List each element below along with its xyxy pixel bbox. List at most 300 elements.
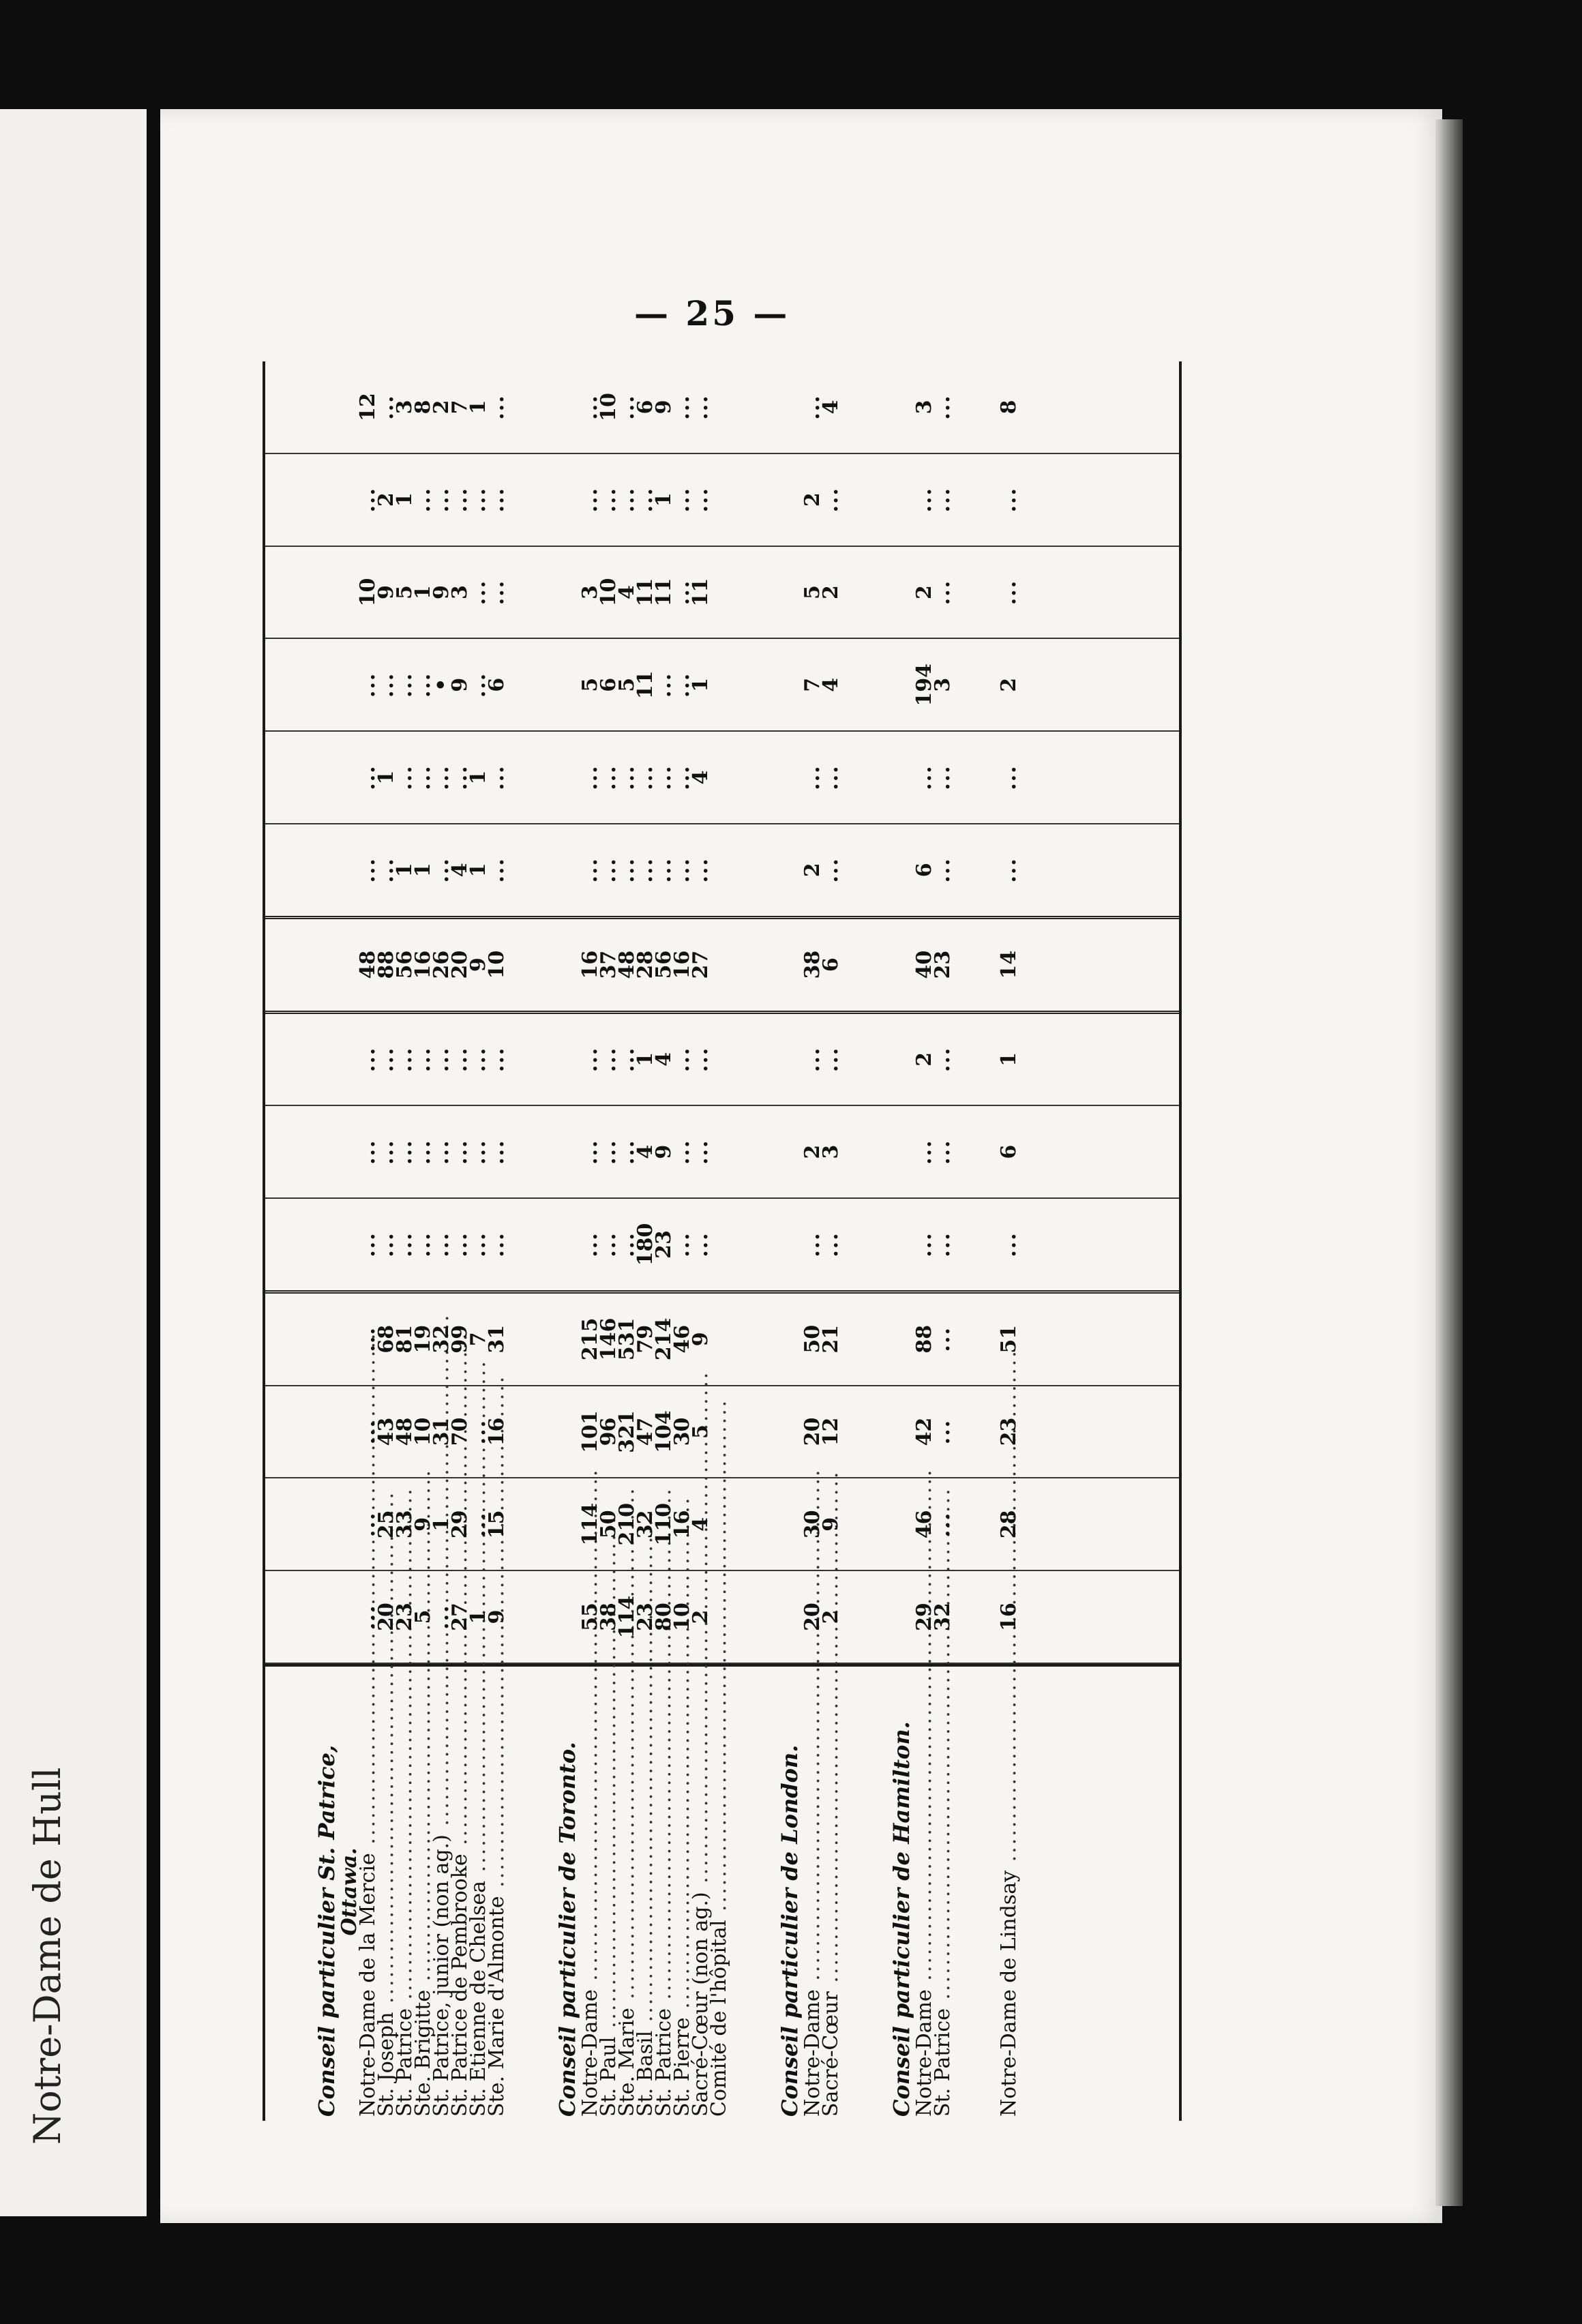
row-label: St. Paul ..... [599,1667,618,2117]
section-heading: Conseil particulier de London. [777,1744,803,2117]
row-spacer [554,1199,581,1290]
table-cell: 16 [578,950,602,979]
row-spacer [506,1199,554,1290]
row-spacer [313,361,340,453]
table-cell: ... [997,764,1021,790]
table-cell: ... [912,487,936,513]
row-spacer [728,1386,776,1478]
row-spacer [840,454,888,546]
table-cell: 40 [912,950,936,979]
row-spacer [265,547,313,638]
row-spacer [952,547,1000,638]
row-spacer [888,547,915,638]
table-cell [710,454,728,546]
table-cell: ... [597,1232,621,1257]
table-cell: ... [578,764,602,790]
table-cell: ... [411,672,435,698]
table-cell: 16 [411,950,435,979]
row-spacer [952,1571,1000,1663]
table-cell: ... [393,1232,417,1257]
section-subheading: Ottawa. [338,1847,361,1936]
table-cell: ... [912,764,936,790]
table-cell: 10 [670,1603,694,1631]
table-cell: ... [615,394,639,420]
table-cell: ... [801,394,824,420]
table-cell: 1 [466,1609,490,1624]
table-cell: 146 [597,1317,621,1361]
row-spacer [554,1106,581,1197]
table-cell: ... [931,1326,955,1352]
table-cell: 5 [578,677,602,692]
table-cell: 55 [578,1603,602,1631]
row-spacer [952,639,1000,730]
table-cell: 1 [997,1052,1021,1067]
table-cell: ... [485,487,509,513]
table-cell: 1 [466,770,490,785]
table-cell: 9 [819,1517,843,1532]
row-spacer [776,454,803,546]
table-cell: ... [689,1232,713,1257]
table-cell: 114 [578,1503,602,1546]
table-cell: ... [393,764,417,790]
table-cell: ... [356,1604,380,1630]
table-cell [710,1478,728,1570]
table-cell: 12 [819,1417,843,1446]
table-cell: 79 [633,1324,657,1354]
table-cell [710,1199,728,1290]
table-cell: 2 [819,585,843,599]
data-column-9 [265,824,1179,919]
table-cell: ... [997,857,1021,883]
table-cell: ... [485,764,509,790]
table-cell: 9 [374,585,398,599]
row-spacer [776,1386,803,1478]
table-cell: 2 [430,400,453,415]
table-cell: ... [615,487,639,513]
row-spacer [840,639,888,730]
table-cell: 21 [819,1324,843,1354]
table-cell: ... [448,1046,472,1073]
table-cell: ... [430,1139,453,1165]
table-cell: 46 [670,1324,694,1354]
row-spacer [776,732,803,823]
row-spacer [313,1294,340,1385]
section-heading: Conseil particulier de Hamilton. [889,1721,914,2117]
table-cell: ... [393,672,417,698]
table-cell: ... [411,1046,435,1073]
table-cell: ... [652,764,676,790]
row-spacer [554,919,581,1011]
row-label: Sacré-Cœur (non ag.) ..... [691,1667,710,2117]
facing-page-edge-text: Notre-Dame de Hull [26,1767,69,2145]
row-spacer [776,919,803,1011]
table-cell: 16 [670,1510,694,1539]
row-spacer [554,639,581,730]
table-cell: ... [430,764,453,790]
row-spacer [952,1014,1000,1105]
table-cell: 31 [430,1417,453,1446]
table-cell: ... [597,1046,621,1073]
table-cell: ... [801,1046,824,1073]
row-spacer [840,1478,888,1570]
table-cell: 56 [652,950,676,979]
table-cell: 3 [578,585,602,599]
row-spacer [728,361,776,453]
table-cell: ... [633,487,657,513]
table-cell: 7 [466,1332,490,1347]
row-spacer [554,1386,581,1478]
table-cell [710,824,728,916]
table-cell: 4 [615,585,639,599]
table-cell: 27 [448,1603,472,1631]
table-cell: ... [466,1232,490,1257]
row-spacer [265,1106,313,1197]
table-cell: 1 [466,863,490,878]
table-cell: 28 [633,950,657,979]
table-cell: 7 [801,677,824,692]
table-cell: 114 [615,1595,639,1639]
row-spacer [888,732,915,823]
table-cell: • [430,678,453,691]
row-spacer [554,361,581,453]
table-cell: 20 [801,1417,824,1446]
table-cell: ... [997,487,1021,513]
table-cell: ... [689,1046,713,1073]
table-cell: ... [931,394,955,420]
table-cell: 210 [615,1503,639,1546]
table-cell: 1 [466,400,490,415]
row-spacer [776,1199,803,1290]
row-spacer [888,1478,915,1570]
row-spacer [554,1571,581,1663]
table-cell: 26 [430,950,453,979]
row-spacer [506,361,554,453]
table-cell: 19 [411,1324,435,1354]
row-spacer [728,824,776,916]
row-spacer [506,1667,554,2117]
row-spacer [840,1106,888,1197]
table-cell: 30 [670,1417,694,1446]
row-spacer [776,361,803,453]
table-cell: 10 [411,1417,435,1446]
row-spacer [888,919,915,1011]
row-spacer [265,919,313,1011]
row-spacer [313,639,340,730]
row-label: St. Patrice ..... [395,1667,414,2117]
row-spacer [840,361,888,453]
row-spacer [952,361,1000,453]
row-spacer [313,732,340,823]
table-cell: ... [819,1232,843,1257]
row-spacer [265,824,313,916]
row-spacer [728,639,776,730]
table-cell [710,919,728,1011]
table-cell: 2 [374,492,398,507]
row-spacer [952,1294,1000,1385]
table-cell: 81 [393,1324,417,1354]
table-cell: ... [997,1232,1021,1257]
row-label: St. Patrice de Pembrooke ..... [451,1667,469,2117]
table-cell: ... [997,579,1021,606]
table-cell: 5 [801,585,824,599]
table-cell: 47 [633,1417,657,1446]
table-cell: 3 [912,400,936,415]
table-cell: 110 [652,1503,676,1546]
table-cell: ... [393,1139,417,1165]
table-cell: 46 [912,1510,936,1539]
table-cell: 50 [801,1324,824,1354]
row-spacer [265,1199,313,1290]
row-spacer [506,1106,554,1197]
table-cell: 14 [997,950,1021,979]
table-cell: 38 [597,1603,621,1631]
data-column-11 [265,639,1179,732]
table-cell: ... [931,1139,955,1165]
row-spacer [840,824,888,916]
row-spacer [776,547,803,638]
row-spacer [728,1667,776,2117]
row-spacer [265,454,313,546]
row-labels-column [265,1664,1179,2121]
row-label: Ste. Marie ..... [618,1667,636,2117]
row-spacer [313,1199,340,1290]
row-spacer [728,1571,776,1663]
table-cell: 1 [393,863,417,878]
table-cell: 23 [633,1603,657,1631]
page-fore-edge [1435,119,1463,2206]
row-spacer [776,824,803,916]
table-cell: 27 [689,950,713,979]
table-cell: 43 [374,1417,398,1446]
row-label: St. Basil ..... [636,1667,655,2117]
data-column-5 [265,1199,1179,1294]
table-cell: 5 [393,585,417,599]
row-spacer [888,1571,915,1663]
row-spacer [776,639,803,730]
table-cell: ... [466,1139,490,1165]
data-column-14 [265,361,1179,454]
table-cell: 10 [356,578,380,607]
row-label: Ste. Marie d'Almonte ..... [488,1667,506,2117]
table-cell: 20 [448,950,472,979]
table-cell: 68 [374,1324,398,1354]
row-spacer [840,547,888,638]
table-cell: 6 [633,400,657,415]
table-cell: ... [485,394,509,420]
table-cell: ... [356,487,380,513]
table-cell: 101 [578,1410,602,1453]
data-column-12 [265,547,1179,640]
table-cell: 29 [912,1603,936,1631]
row-spacer [952,732,1000,823]
row-spacer [888,1106,915,1197]
row-spacer [952,1106,1000,1197]
table-cell: ... [466,1511,490,1537]
row-spacer [554,824,581,916]
table-cell: 214 [652,1317,676,1361]
table-cell: 11 [633,578,657,607]
row-spacer [728,1478,776,1570]
table-cell: ... [411,1232,435,1257]
row-label: St. Etienne de Chelsea ..... [469,1667,488,2117]
table-cell: ... [689,394,713,420]
table-cell: ... [485,579,509,606]
table-cell: ... [466,487,490,513]
table-cell: ... [670,579,694,606]
table-cell: ... [485,1139,509,1165]
table-cell [710,1294,728,1385]
row-spacer [313,1478,340,1570]
table-cell: ... [578,857,602,883]
row-spacer [728,1294,776,1385]
row-spacer [265,361,313,453]
row-spacer [506,1014,554,1105]
table-cell: 6 [912,863,936,878]
table-cell: ... [356,1046,380,1073]
table-cell: 42 [912,1417,936,1446]
row-label: Comité de l'hôpital ..... [710,1667,728,2117]
row-spacer [506,1571,554,1663]
table-cell: 10 [485,950,509,979]
table-cell: ... [485,857,509,883]
table-cell: ... [931,1232,955,1257]
data-column-7 [265,1014,1179,1107]
row-label: St. Patrice, junior (non ag.) ..... [432,1667,451,2117]
table-cell: ... [411,487,435,513]
table-cell: 2 [912,585,936,599]
table-cell: 20 [801,1603,824,1631]
table-cell: 6 [997,1144,1021,1159]
table-cell: 6 [819,957,843,972]
table-cell: 16 [670,950,694,979]
table-cell: ... [670,857,694,883]
table-cell: ... [615,764,639,790]
table-cell: 33 [393,1510,417,1539]
row-spacer [776,1294,803,1385]
row-spacer [265,732,313,823]
row-label: Notre-Dame ..... [581,1667,599,2117]
table-cell: ... [689,487,713,513]
table-cell: 531 [615,1317,639,1361]
row-spacer [265,1667,313,2117]
row-spacer [888,1386,915,1478]
table-cell: 11 [689,578,713,607]
table-cell: ... [652,857,676,883]
row-spacer [840,1199,888,1290]
table-cell: ... [448,1139,472,1165]
table-cell: ... [393,1046,417,1073]
table-cell: ... [931,579,955,606]
table-cell [710,1106,728,1197]
table-cell: 9 [652,400,676,415]
row-spacer [888,639,915,730]
data-column-13 [265,454,1179,547]
row-spacer [840,1386,888,1478]
row-spacer [728,1199,776,1290]
table-cell: 11 [633,670,657,700]
table-cell: 20 [374,1603,398,1631]
table-cell: 10 [597,578,621,607]
table-cell: ... [819,857,843,883]
table-cell: ... [374,1232,398,1257]
table-cell: 11 [652,578,676,607]
table-cell: ... [466,672,490,698]
row-spacer [554,732,581,823]
table-cell: 2 [912,1052,936,1067]
table-cell: ... [670,1139,694,1165]
table-cell: ... [374,1139,398,1165]
table-cell: ... [356,1232,380,1257]
row-label: Notre-Dame de la Mercie ..... [359,1667,377,2117]
row-spacer [952,1478,1000,1570]
table-cell: 9 [485,1609,509,1624]
table-cell: 50 [597,1510,621,1539]
row-spacer [888,1294,915,1385]
data-column-1 [265,1571,1179,1664]
row-spacer [313,824,340,916]
row-spacer [840,1571,888,1663]
table-cell: 88 [374,950,398,979]
row-spacer [776,1014,803,1105]
table-cell: 70 [448,1417,472,1446]
table-cell: ... [931,764,955,790]
section-heading: Conseil particulier de Toronto. [554,1742,580,2117]
row-spacer [554,1014,581,1105]
data-column-2 [265,1478,1179,1571]
row-spacer [888,1014,915,1105]
table-cell: ... [670,394,694,420]
row-spacer [313,1014,340,1105]
row-spacer [506,1386,554,1478]
table-cell: 2 [819,1609,843,1624]
table-cell: 1 [411,585,435,599]
table-cell: 56 [393,950,417,979]
table-cell: ... [374,857,398,883]
table-cell: ... [356,672,380,698]
table-cell: ... [597,1139,621,1165]
table-cell: ... [615,1139,639,1165]
table-cell: ... [689,857,713,883]
table-cell: 3 [819,1144,843,1159]
table-cell [710,732,728,823]
row-spacer [554,1294,581,1385]
table-cell: 23 [652,1230,676,1259]
table-cell: ... [356,764,380,790]
table-cell: ... [578,1046,602,1073]
row-spacer [952,1386,1000,1478]
row-spacer [728,454,776,546]
row-spacer [952,454,1000,546]
row-label: Notre-Dame ..... [803,1667,822,2117]
table-cell: ... [819,1046,843,1073]
table-cell [710,639,728,730]
row-spacer [313,547,340,638]
table-cell: 1 [374,770,398,785]
table-cell: 9 [689,1332,713,1347]
row-spacer [265,1014,313,1105]
table-cell: 48 [393,1417,417,1446]
data-column-10 [265,732,1179,824]
table-cell: 8 [411,400,435,415]
table-cell: 32 [931,1603,955,1631]
table-cell: ... [670,764,694,790]
table-cell: 4 [819,400,843,415]
data-column-6 [265,1106,1179,1199]
table-cell: 104 [652,1410,676,1453]
table-cell: 25 [374,1510,398,1539]
table-cell: 3 [393,400,417,415]
table-cell: 1 [652,492,676,507]
